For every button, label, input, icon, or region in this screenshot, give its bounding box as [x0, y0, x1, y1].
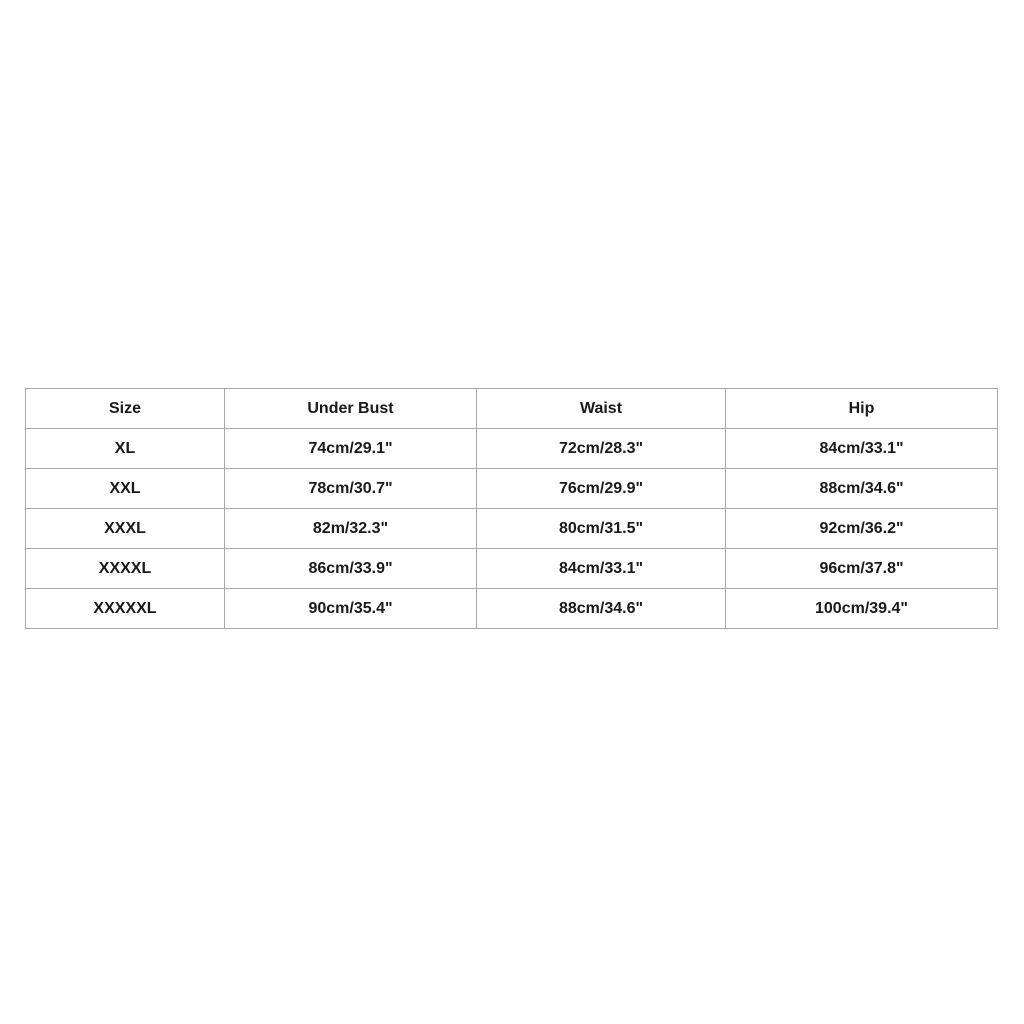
table-row — [26, 589, 998, 629]
header-waist: Waist — [477, 389, 726, 429]
cell-waist: 80cm/31.5" — [477, 509, 726, 549]
table-row — [26, 429, 998, 469]
cell-under-bust: 74cm/29.1" — [225, 429, 477, 469]
cell-size: XL — [26, 429, 225, 469]
cell-hip: 88cm/34.6" — [726, 469, 998, 509]
cell-size: XXL — [26, 469, 225, 509]
cell-waist: 88cm/34.6" — [477, 589, 726, 629]
cell-size: XXXXXL — [26, 589, 225, 629]
cell-hip: 100cm/39.4" — [726, 589, 998, 629]
cell-hip: 92cm/36.2" — [726, 509, 998, 549]
cell-under-bust: 90cm/35.4" — [225, 589, 477, 629]
cell-hip: 96cm/37.8" — [726, 549, 998, 589]
cell-waist: 76cm/29.9" — [477, 469, 726, 509]
cell-size: XXXL — [26, 509, 225, 549]
cell-waist: 84cm/33.1" — [477, 549, 726, 589]
cell-under-bust: 78cm/30.7" — [225, 469, 477, 509]
header-hip: Hip — [726, 389, 998, 429]
cell-size: XXXXL — [26, 549, 225, 589]
table-row — [26, 469, 998, 509]
size-chart-table — [25, 388, 998, 629]
header-row — [26, 389, 998, 429]
table-row — [26, 549, 998, 589]
cell-waist: 72cm/28.3" — [477, 429, 726, 469]
header-under-bust: Under Bust — [225, 389, 477, 429]
header-size: Size — [26, 389, 225, 429]
cell-under-bust: 86cm/33.9" — [225, 549, 477, 589]
cell-under-bust: 82m/32.3" — [225, 509, 477, 549]
table-row — [26, 509, 998, 549]
cell-hip: 84cm/33.1" — [726, 429, 998, 469]
